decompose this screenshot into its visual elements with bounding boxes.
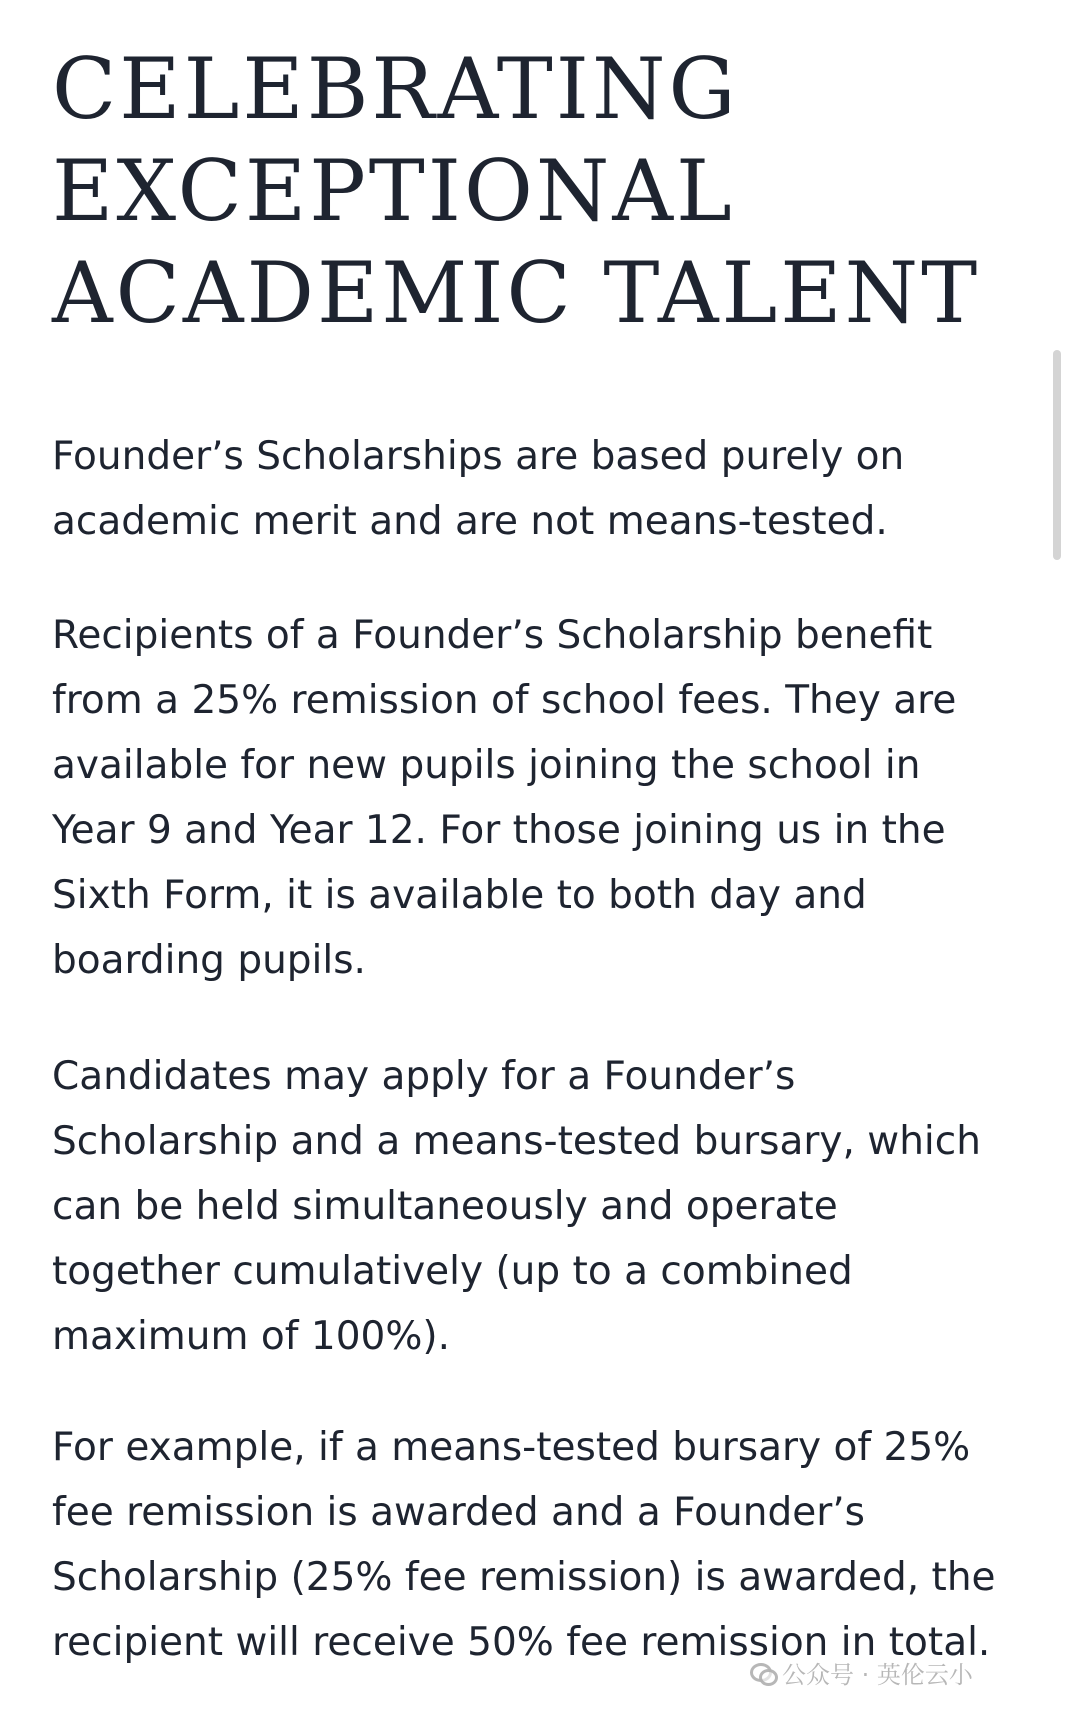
paragraph-line: Scholarship and a means-tested bursary, which xyxy=(52,1119,981,1164)
paragraph-line: Scholarship (25% fee remission) is awarded, the xyxy=(52,1555,996,1600)
paragraph-remission xyxy=(52,603,1012,993)
paragraph-line: recipient will receive 50% fee remission in total. xyxy=(52,1620,991,1665)
wechat-icon xyxy=(750,1661,776,1683)
paragraph-line: Sixth Form, it is available to both day and xyxy=(52,873,867,918)
paragraph-line: boarding pupils. xyxy=(52,938,366,983)
paragraph-example xyxy=(52,1415,1012,1675)
scrollbar[interactable] xyxy=(1053,350,1061,560)
paragraph-bursary xyxy=(52,1044,1012,1369)
page-title xyxy=(52,38,992,344)
paragraph-line: For example, if a means-tested bursary of 25% xyxy=(52,1425,971,1470)
watermark-text: 公众号 · 英伦云小 xyxy=(782,1660,973,1689)
paragraph-line: fee remission is awarded and a Founder’s xyxy=(52,1490,865,1535)
paragraph-line: Founder’s Scholarships are based purely on xyxy=(52,434,905,479)
paragraph-line: from a 25% remission of school fees. They are xyxy=(52,678,957,723)
title-line-2: EXCEPTIONAL xyxy=(52,142,735,240)
paragraph-line: maximum of 100%). xyxy=(52,1314,450,1359)
paragraph-line: academic merit and are not means-tested. xyxy=(52,499,888,544)
paragraph-line: together cumulatively (up to a combined xyxy=(52,1249,853,1294)
title-line-1: CELEBRATING xyxy=(52,40,739,138)
paragraph-line: available for new pupils joining the school in xyxy=(52,743,921,788)
paragraph-merit xyxy=(52,424,1012,554)
paragraph-line: Candidates may apply for a Founder’s xyxy=(52,1054,796,1099)
title-line-3: ACADEMIC TALENT xyxy=(52,244,981,342)
paragraph-line: Year 9 and Year 12. For those joining us in the xyxy=(52,808,946,853)
paragraph-line: can be held simultaneously and operate xyxy=(52,1184,838,1229)
paragraph-line: Recipients of a Founder’s Scholarship benefit xyxy=(52,613,933,658)
watermark xyxy=(750,1652,973,1692)
